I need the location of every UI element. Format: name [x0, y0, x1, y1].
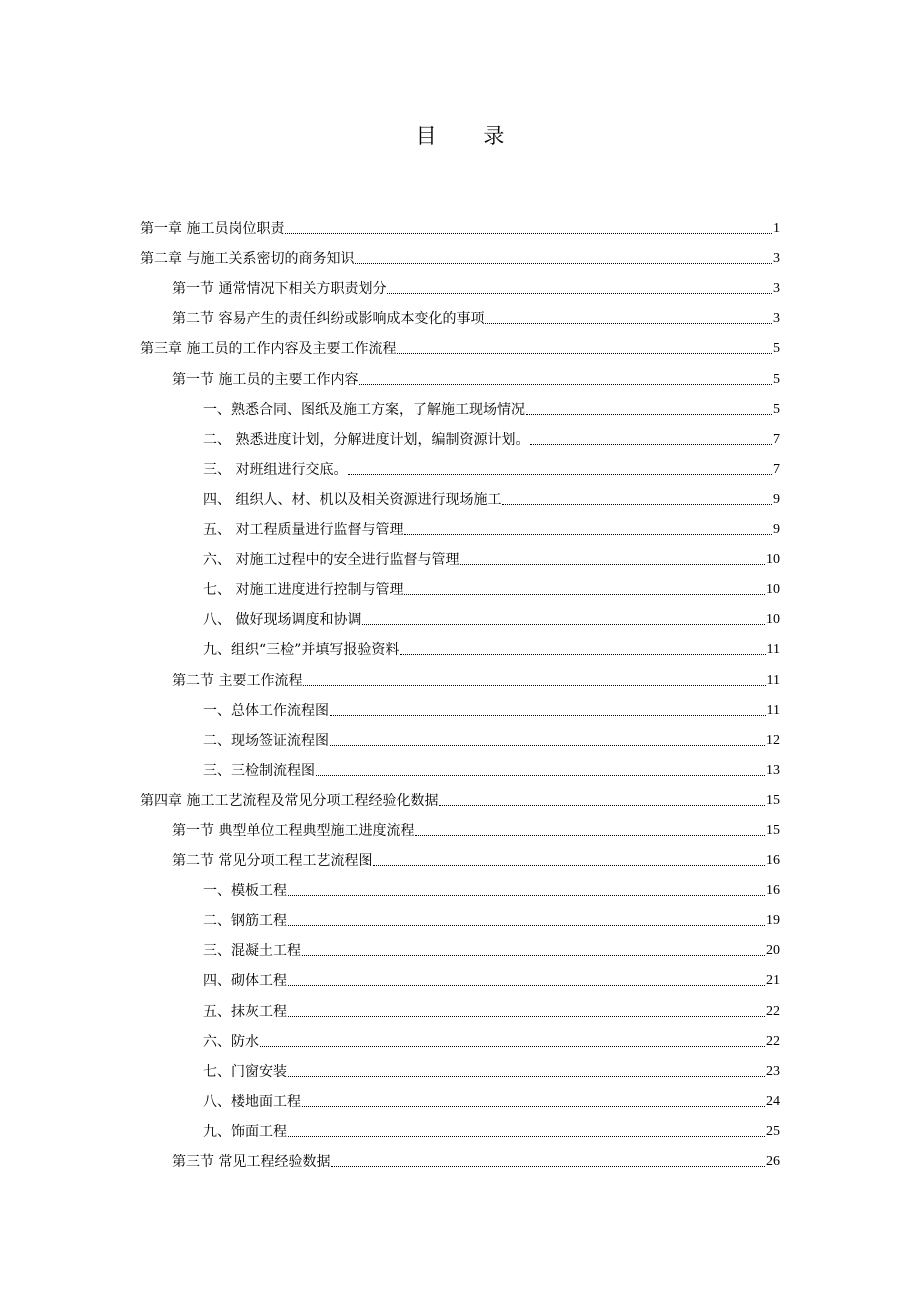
toc-entry[interactable] — [0, 901, 920, 931]
toc-entry-label: 七、 对施工进度进行控制与管理 — [203, 582, 404, 599]
toc-entry[interactable] — [0, 359, 920, 389]
toc-dot-leader — [362, 624, 765, 625]
toc-entry[interactable] — [0, 1022, 920, 1052]
toc-entry-label: 第四章 施工工艺流程及常见分项工程经验化数据 — [140, 792, 439, 809]
toc-entry-label: 三、混凝土工程 — [203, 943, 301, 960]
toc-dot-leader — [288, 1016, 765, 1017]
toc-dot-leader — [288, 895, 765, 896]
toc-entry-label: 一、总体工作流程图 — [203, 702, 329, 719]
toc-dot-leader — [331, 1166, 765, 1167]
page-title: 目 录 — [415, 124, 525, 148]
toc-entry-page-number: 11 — [766, 642, 780, 658]
toc-entry[interactable] — [0, 299, 920, 329]
toc-dot-leader — [400, 654, 765, 655]
toc-dot-leader — [373, 865, 765, 866]
toc-entry-page-number: 23 — [766, 1063, 780, 1079]
toc-entry-page-number: 10 — [766, 552, 780, 568]
toc-dot-leader — [439, 805, 765, 806]
toc-entry-page-number: 10 — [766, 612, 780, 628]
toc-entry[interactable] — [0, 540, 920, 570]
toc-entry-page-number: 7 — [773, 461, 780, 477]
toc-entry-page-number: 20 — [766, 943, 780, 959]
toc-dot-leader — [404, 534, 772, 535]
toc-entry-label: 二、钢筋工程 — [203, 913, 287, 930]
toc-entry-page-number: 9 — [773, 522, 780, 538]
toc-dot-leader — [330, 745, 765, 746]
toc-entry[interactable] — [0, 480, 920, 510]
toc-entry-label: 第三节 常见工程经验数据 — [172, 1154, 331, 1170]
toc-entry-page-number: 16 — [766, 883, 780, 899]
toc-entry-page-number: 21 — [766, 973, 780, 989]
toc-dot-leader — [359, 384, 772, 385]
toc-entry[interactable] — [0, 600, 920, 630]
toc-entry-page-number: 15 — [766, 822, 780, 838]
toc-entry[interactable] — [0, 450, 920, 480]
toc-dot-leader — [330, 715, 766, 716]
toc-entry-label: 三、 对班组进行交底。 — [203, 461, 348, 478]
toc-entry-page-number: 13 — [766, 762, 780, 778]
toc-entry-page-number: 5 — [773, 341, 780, 357]
toc-dot-leader — [260, 1046, 765, 1047]
toc-entry-page-number: 11 — [766, 702, 780, 718]
toc-dot-leader — [355, 263, 772, 264]
toc-entry-page-number: 25 — [766, 1123, 780, 1139]
toc-entry-page-number: 26 — [766, 1154, 780, 1169]
toc-dot-leader — [502, 504, 772, 505]
toc-entry[interactable] — [0, 691, 920, 721]
toc-dot-leader — [526, 414, 772, 415]
toc-entry-label: 一、模板工程 — [203, 883, 287, 900]
toc-entry[interactable] — [0, 871, 920, 901]
toc-entry-label: 第一节 通常情况下相关方职责划分 — [172, 281, 387, 298]
toc-entry[interactable] — [0, 630, 920, 660]
toc-entry-page-number: 5 — [773, 401, 780, 417]
toc-entry-page-number: 5 — [773, 371, 780, 387]
toc-entry[interactable] — [0, 721, 920, 751]
toc-dot-leader — [530, 444, 772, 445]
toc-entry-page-number: 3 — [773, 281, 780, 297]
toc-entry-label: 第二节 容易产生的责任纠纷或影响成本变化的事项 — [172, 311, 485, 328]
toc-entry[interactable] — [0, 570, 920, 600]
toc-dot-leader — [460, 564, 765, 565]
toc-entry[interactable] — [0, 841, 920, 871]
toc-entry-page-number: 12 — [766, 732, 780, 748]
toc-entry[interactable] — [0, 1112, 920, 1142]
toc-dot-leader — [404, 594, 765, 595]
toc-entry-page-number: 7 — [773, 431, 780, 447]
toc-entry-label: 八、 做好现场调度和协调 — [203, 612, 362, 629]
toc-entry-page-number: 22 — [766, 1003, 780, 1019]
toc-entry[interactable] — [0, 811, 920, 841]
toc-entry-label: 五、 对工程质量进行监督与管理 — [203, 522, 404, 539]
toc-entry[interactable] — [0, 420, 920, 450]
toc-entry[interactable] — [0, 1052, 920, 1082]
toc-entry-label: 第三章 施工员的工作内容及主要工作流程 — [140, 341, 397, 358]
toc-entry-page-number: 3 — [773, 251, 780, 267]
toc-entry[interactable] — [0, 239, 920, 269]
toc-entry-label: 九、组织“三检”并填写报验资料 — [203, 642, 400, 659]
toc-dot-leader — [316, 775, 765, 776]
toc-entry-label: 第二节 主要工作流程 — [172, 672, 303, 689]
toc-entry-label: 六、 对施工过程中的安全进行监督与管理 — [203, 552, 460, 569]
toc-entry-label: 二、现场签证流程图 — [203, 732, 329, 749]
table-of-contents — [0, 209, 920, 1172]
toc-entry-page-number: 15 — [766, 792, 780, 808]
toc-entry-label: 一、熟悉合同、图纸及施工方案，了解施工现场情况 — [203, 401, 525, 418]
toc-entry-page-number: 10 — [766, 582, 780, 598]
toc-entry-label: 第一章 施工员岗位职责 — [140, 221, 285, 238]
toc-entry[interactable] — [0, 510, 920, 540]
toc-dot-leader — [288, 925, 765, 926]
toc-entry[interactable] — [0, 660, 920, 690]
toc-entry[interactable] — [0, 931, 920, 961]
toc-dot-leader — [302, 955, 765, 956]
toc-entry-label: 第二节 常见分项工程工艺流程图 — [172, 853, 373, 870]
toc-entry[interactable] — [0, 1082, 920, 1112]
toc-entry-page-number: 3 — [773, 311, 780, 327]
toc-dot-leader — [288, 1136, 765, 1137]
toc-entry[interactable] — [0, 751, 920, 781]
toc-entry-label: 九、饰面工程 — [203, 1123, 287, 1140]
toc-entry-page-number: 16 — [766, 853, 780, 869]
toc-entry[interactable] — [0, 781, 920, 811]
toc-entry-label: 八、楼地面工程 — [203, 1093, 301, 1110]
toc-entry-label: 五、抹灰工程 — [203, 1003, 287, 1020]
toc-entry[interactable] — [0, 1142, 920, 1172]
toc-dot-leader — [387, 293, 772, 294]
toc-entry-label: 第二章 与施工关系密切的商务知识 — [140, 251, 355, 268]
toc-entry[interactable] — [0, 961, 920, 991]
toc-entry-label: 六、防水 — [203, 1033, 259, 1050]
toc-entry[interactable] — [0, 269, 920, 299]
toc-entry-page-number: 11 — [766, 672, 780, 688]
toc-entry-page-number: 9 — [773, 491, 780, 507]
toc-entry[interactable] — [0, 329, 920, 359]
toc-dot-leader — [348, 474, 772, 475]
toc-entry-page-number: 24 — [766, 1093, 780, 1109]
toc-entry[interactable] — [0, 991, 920, 1021]
toc-dot-leader — [485, 323, 772, 324]
toc-entry-label: 第一节 典型单位工程典型施工进度流程 — [172, 822, 415, 839]
toc-dot-leader — [288, 1076, 765, 1077]
toc-entry-label: 第一节 施工员的主要工作内容 — [172, 371, 359, 388]
toc-entry-label: 二、 熟悉进度计划，分解进度计划，编制资源计划。 — [203, 431, 530, 448]
toc-entry-page-number: 19 — [766, 913, 780, 929]
toc-entry-page-number: 1 — [773, 221, 780, 237]
toc-dot-leader — [302, 1106, 765, 1107]
toc-dot-leader — [303, 685, 765, 686]
toc-entry-label: 七、门窗安装 — [203, 1063, 287, 1080]
toc-entry[interactable] — [0, 390, 920, 420]
toc-dot-leader — [288, 985, 765, 986]
toc-entry[interactable] — [0, 209, 920, 239]
toc-entry-label: 四、 组织人、材、机以及相关资源进行现场施工 — [203, 491, 502, 508]
toc-dot-leader — [397, 353, 772, 354]
toc-dot-leader — [285, 233, 772, 234]
toc-dot-leader — [415, 835, 765, 836]
toc-entry-label: 四、砌体工程 — [203, 973, 287, 990]
toc-entry-label: 三、三检制流程图 — [203, 762, 315, 779]
toc-entry-page-number: 22 — [766, 1033, 780, 1049]
